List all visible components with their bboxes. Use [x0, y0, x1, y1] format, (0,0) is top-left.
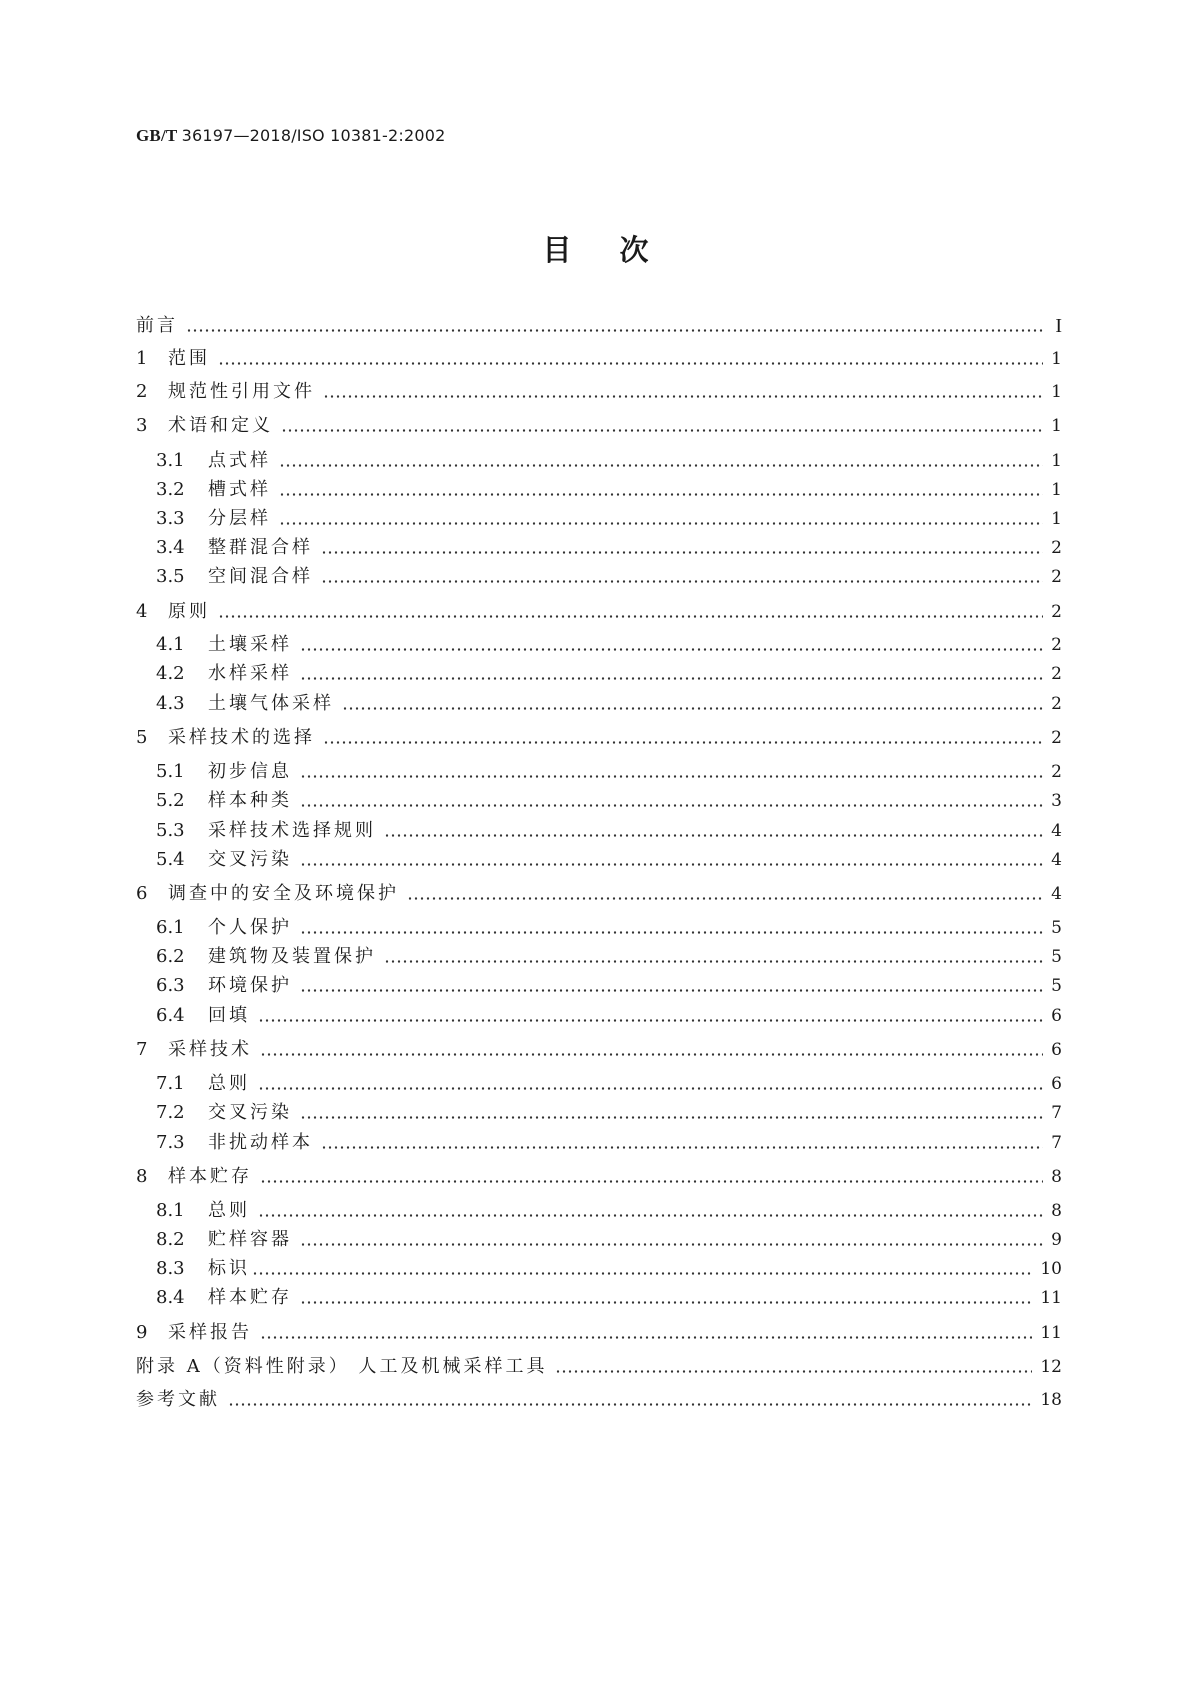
toc-entry-number: 6.1: [156, 917, 185, 938]
toc-dot-leader: [300, 989, 1043, 992]
toc-entry-title: 样本贮存: [168, 1166, 252, 1187]
toc-entry-number: 1: [136, 348, 148, 369]
toc-entry-number: 8.3: [156, 1258, 185, 1279]
toc-dot-leader: [228, 1403, 1032, 1406]
toc-entry[interactable]: [136, 726, 1062, 750]
toc-dot-leader: [300, 1301, 1032, 1304]
toc-entry[interactable]: [136, 347, 1062, 371]
toc-entry[interactable]: [136, 600, 1062, 624]
toc-entry[interactable]: [156, 945, 1062, 969]
toc-entry-title: 空间混合样: [208, 566, 313, 587]
toc-entry-title: 样本种类: [208, 790, 292, 811]
toc-entry-page: 12: [1040, 1357, 1062, 1377]
toc-dot-leader: [258, 1214, 1043, 1217]
toc-entry-page: 11: [1040, 1288, 1062, 1308]
toc-entry-title: 回填: [208, 1005, 250, 1026]
toc-entry-title: 前言: [136, 315, 178, 336]
toc-entry[interactable]: [136, 1321, 1062, 1345]
document-code-prefix: GB/T: [136, 126, 178, 145]
toc-entry-page: 8: [1051, 1167, 1062, 1187]
toc-entry-title: 整群混合样: [208, 537, 313, 558]
toc-entry-number: 6: [136, 883, 148, 904]
toc-entry-number: 4: [136, 601, 148, 622]
toc-entry[interactable]: [156, 633, 1062, 657]
toc-dot-leader: [258, 1087, 1043, 1090]
toc-entry-title: 采样技术: [168, 1039, 252, 1060]
toc-entry[interactable]: [156, 819, 1062, 843]
toc-dot-leader: [321, 551, 1043, 554]
toc-entry-page: 1: [1051, 382, 1062, 402]
toc-entry[interactable]: [156, 662, 1062, 686]
page-title: 目次: [542, 233, 697, 267]
toc-entry-number: 5.4: [156, 849, 185, 870]
toc-dot-leader: [300, 863, 1043, 866]
toc-entry-title: 样本贮存: [208, 1287, 292, 1308]
toc-entry-number: 9: [136, 1322, 148, 1343]
toc-entry-page: 10: [1040, 1259, 1062, 1279]
toc-entry-title: 总则: [208, 1200, 250, 1221]
toc-dot-leader: [300, 677, 1043, 680]
toc-entry-page: 2: [1051, 762, 1062, 782]
toc-entry[interactable]: [156, 848, 1062, 872]
toc-dot-leader: [323, 395, 1043, 398]
toc-entry[interactable]: [156, 1199, 1062, 1223]
toc-dot-leader: [258, 1019, 1043, 1022]
document-code: [136, 126, 446, 146]
toc-entry-title: 交叉污染: [208, 849, 292, 870]
toc-dot-leader: [252, 1272, 1032, 1275]
toc-entry[interactable]: [136, 314, 1062, 338]
toc-entry-title: 水样采样: [208, 663, 292, 684]
toc-dot-leader: [300, 775, 1043, 778]
toc-entry-number: 7.3: [156, 1132, 185, 1153]
toc-entry[interactable]: [156, 1004, 1062, 1028]
toc-entry-number: 4.1: [156, 634, 185, 655]
toc-entry[interactable]: [156, 760, 1062, 784]
toc-entry-page: 1: [1051, 451, 1062, 471]
toc-entry-number: 5.2: [156, 790, 185, 811]
toc-entry-title: 交叉污染: [208, 1102, 292, 1123]
toc-entry-title: 范围: [168, 348, 210, 369]
toc-entry-number: 8: [136, 1166, 148, 1187]
toc-entry-page: 2: [1051, 694, 1062, 714]
toc-entry-page: 7: [1051, 1133, 1062, 1153]
toc-entry-title: 土壤采样: [208, 634, 292, 655]
toc-entry-title: 总则: [208, 1073, 250, 1094]
toc-entry-number: 7.2: [156, 1102, 185, 1123]
toc-entry-number: 5: [136, 727, 148, 748]
toc-dot-leader: [384, 960, 1043, 963]
toc-entry[interactable]: [156, 789, 1062, 813]
toc-entry[interactable]: [136, 380, 1062, 404]
toc-entry-page: 6: [1051, 1074, 1062, 1094]
toc-dot-leader: [260, 1053, 1043, 1056]
toc-entry-number: 3.3: [156, 508, 185, 529]
toc-entry-title: 土壤气体采样: [208, 693, 334, 714]
toc-entry-number: 8.1: [156, 1200, 185, 1221]
toc-entry-title: 附录 A（资料性附录） 人工及机械采样工具: [136, 1356, 548, 1377]
toc-entry[interactable]: [136, 1165, 1062, 1189]
toc-entry-page: 2: [1051, 728, 1062, 748]
toc-entry-number: 3.5: [156, 566, 185, 587]
toc-entry-page: 2: [1051, 538, 1062, 558]
toc-entry[interactable]: [156, 478, 1062, 502]
toc-entry-page: 2: [1051, 602, 1062, 622]
toc-dot-leader: [300, 931, 1043, 934]
toc-entry[interactable]: [156, 1131, 1062, 1155]
toc-entry[interactable]: [156, 1286, 1062, 1310]
toc-entry[interactable]: [136, 1355, 1062, 1379]
toc-entry-number: 3.2: [156, 479, 185, 500]
toc-entry[interactable]: [156, 536, 1062, 560]
toc-entry-title: 点式样: [208, 450, 271, 471]
toc-entry-number: 8.4: [156, 1287, 185, 1308]
toc-entry[interactable]: [156, 565, 1062, 589]
toc-entry-number: 7.1: [156, 1073, 185, 1094]
toc-entry-title: 初步信息: [208, 761, 292, 782]
toc-entry-title: 调查中的安全及环境保护: [168, 883, 399, 904]
toc-entry-title: 建筑物及装置保护: [208, 946, 376, 967]
toc-entry-page: 5: [1051, 947, 1062, 967]
toc-entry-number: 3.1: [156, 450, 185, 471]
toc-entry-number: 8.2: [156, 1229, 185, 1250]
toc-dot-leader: [407, 897, 1043, 900]
toc-dot-leader: [300, 804, 1043, 807]
toc-entry-title: 槽式样: [208, 479, 271, 500]
toc-entry-title: 采样技术选择规则: [208, 820, 376, 841]
toc-entry-number: 5.3: [156, 820, 185, 841]
toc-entry-title: 环境保护: [208, 975, 292, 996]
toc-entry[interactable]: [156, 1257, 1062, 1281]
toc-entry[interactable]: [156, 1072, 1062, 1096]
toc-dot-leader: [218, 362, 1043, 365]
toc-entry-number: 3: [136, 415, 148, 436]
toc-entry-page: 1: [1051, 480, 1062, 500]
toc-entry-page: 3: [1051, 791, 1062, 811]
toc-entry[interactable]: [156, 692, 1062, 716]
toc-dot-leader: [260, 1180, 1043, 1183]
document-code-number: 36197—2018/ISO 10381-2:2002: [181, 126, 446, 145]
toc-dot-leader: [279, 464, 1043, 467]
toc-dot-leader: [300, 1116, 1043, 1119]
toc-entry[interactable]: [156, 1101, 1062, 1125]
toc-entry-title: 非扰动样本: [208, 1132, 313, 1153]
toc-dot-leader: [321, 1146, 1043, 1149]
toc-entry[interactable]: [156, 916, 1062, 940]
toc-entry-page: 6: [1051, 1006, 1062, 1026]
toc-entry[interactable]: [136, 414, 1062, 438]
toc-entry-page: 4: [1051, 884, 1062, 904]
toc-entry-number: 6.3: [156, 975, 185, 996]
toc-dot-leader: [218, 615, 1043, 618]
toc-entry-page: 1: [1051, 509, 1062, 529]
toc-entry-number: 5.1: [156, 761, 185, 782]
toc-entry[interactable]: [136, 1388, 1062, 1412]
toc-entry-page: 6: [1051, 1040, 1062, 1060]
toc-entry-page: 5: [1051, 976, 1062, 996]
toc-dot-leader: [300, 648, 1043, 651]
toc-entry-page: 7: [1051, 1103, 1062, 1123]
toc-entry-title: 标识: [208, 1258, 250, 1279]
toc-dot-leader: [281, 429, 1043, 432]
toc-entry-page: 11: [1040, 1323, 1062, 1343]
toc-entry[interactable]: [156, 507, 1062, 531]
toc-entry[interactable]: [136, 882, 1062, 906]
toc-dot-leader: [342, 707, 1043, 710]
toc-dot-leader: [321, 580, 1043, 583]
toc-entry[interactable]: [156, 449, 1062, 473]
toc-entry-title: 规范性引用文件: [168, 381, 315, 402]
toc-entry-title: 原则: [168, 601, 210, 622]
toc-dot-leader: [323, 741, 1043, 744]
toc-dot-leader: [555, 1370, 1032, 1373]
toc-entry-title: 贮样容器: [208, 1229, 292, 1250]
toc-dot-leader: [279, 522, 1043, 525]
toc-entry-page: 4: [1051, 821, 1062, 841]
toc-entry-number: 6.4: [156, 1005, 185, 1026]
toc-entry-title: 参考文献: [136, 1389, 220, 1410]
toc-entry-page: 1: [1051, 416, 1062, 436]
toc-entry-number: 4.3: [156, 693, 185, 714]
toc-entry-title: 个人保护: [208, 917, 292, 938]
toc-entry-page: I: [1055, 315, 1062, 337]
toc-dot-leader: [186, 329, 1044, 332]
toc-dot-leader: [260, 1336, 1032, 1339]
toc-entry[interactable]: [136, 1038, 1062, 1062]
toc-entry[interactable]: [156, 1228, 1062, 1252]
toc-entry-title: 术语和定义: [168, 415, 273, 436]
toc-entry-page: 5: [1051, 918, 1062, 938]
toc-entry-title: 采样报告: [168, 1322, 252, 1343]
toc-entry-number: 3.4: [156, 537, 185, 558]
toc-entry-page: 1: [1051, 349, 1062, 369]
toc-entry-page: 9: [1051, 1230, 1062, 1250]
toc-entry-page: 2: [1051, 664, 1062, 684]
toc-entry-number: 7: [136, 1039, 148, 1060]
toc-entry-number: 6.2: [156, 946, 185, 967]
toc-entry-page: 2: [1051, 567, 1062, 587]
toc-dot-leader: [279, 493, 1043, 496]
toc-entry-number: 2: [136, 381, 148, 402]
toc-entry[interactable]: [156, 974, 1062, 998]
toc-entry-page: 2: [1051, 635, 1062, 655]
toc-entry-page: 4: [1051, 850, 1062, 870]
toc-dot-leader: [384, 834, 1043, 837]
toc-entry-number: 4.2: [156, 663, 185, 684]
toc-entry-page: 8: [1051, 1201, 1062, 1221]
toc-dot-leader: [300, 1243, 1043, 1246]
toc-entry-title: 采样技术的选择: [168, 727, 315, 748]
toc-entry-page: 18: [1040, 1390, 1062, 1410]
toc-entry-title: 分层样: [208, 508, 271, 529]
